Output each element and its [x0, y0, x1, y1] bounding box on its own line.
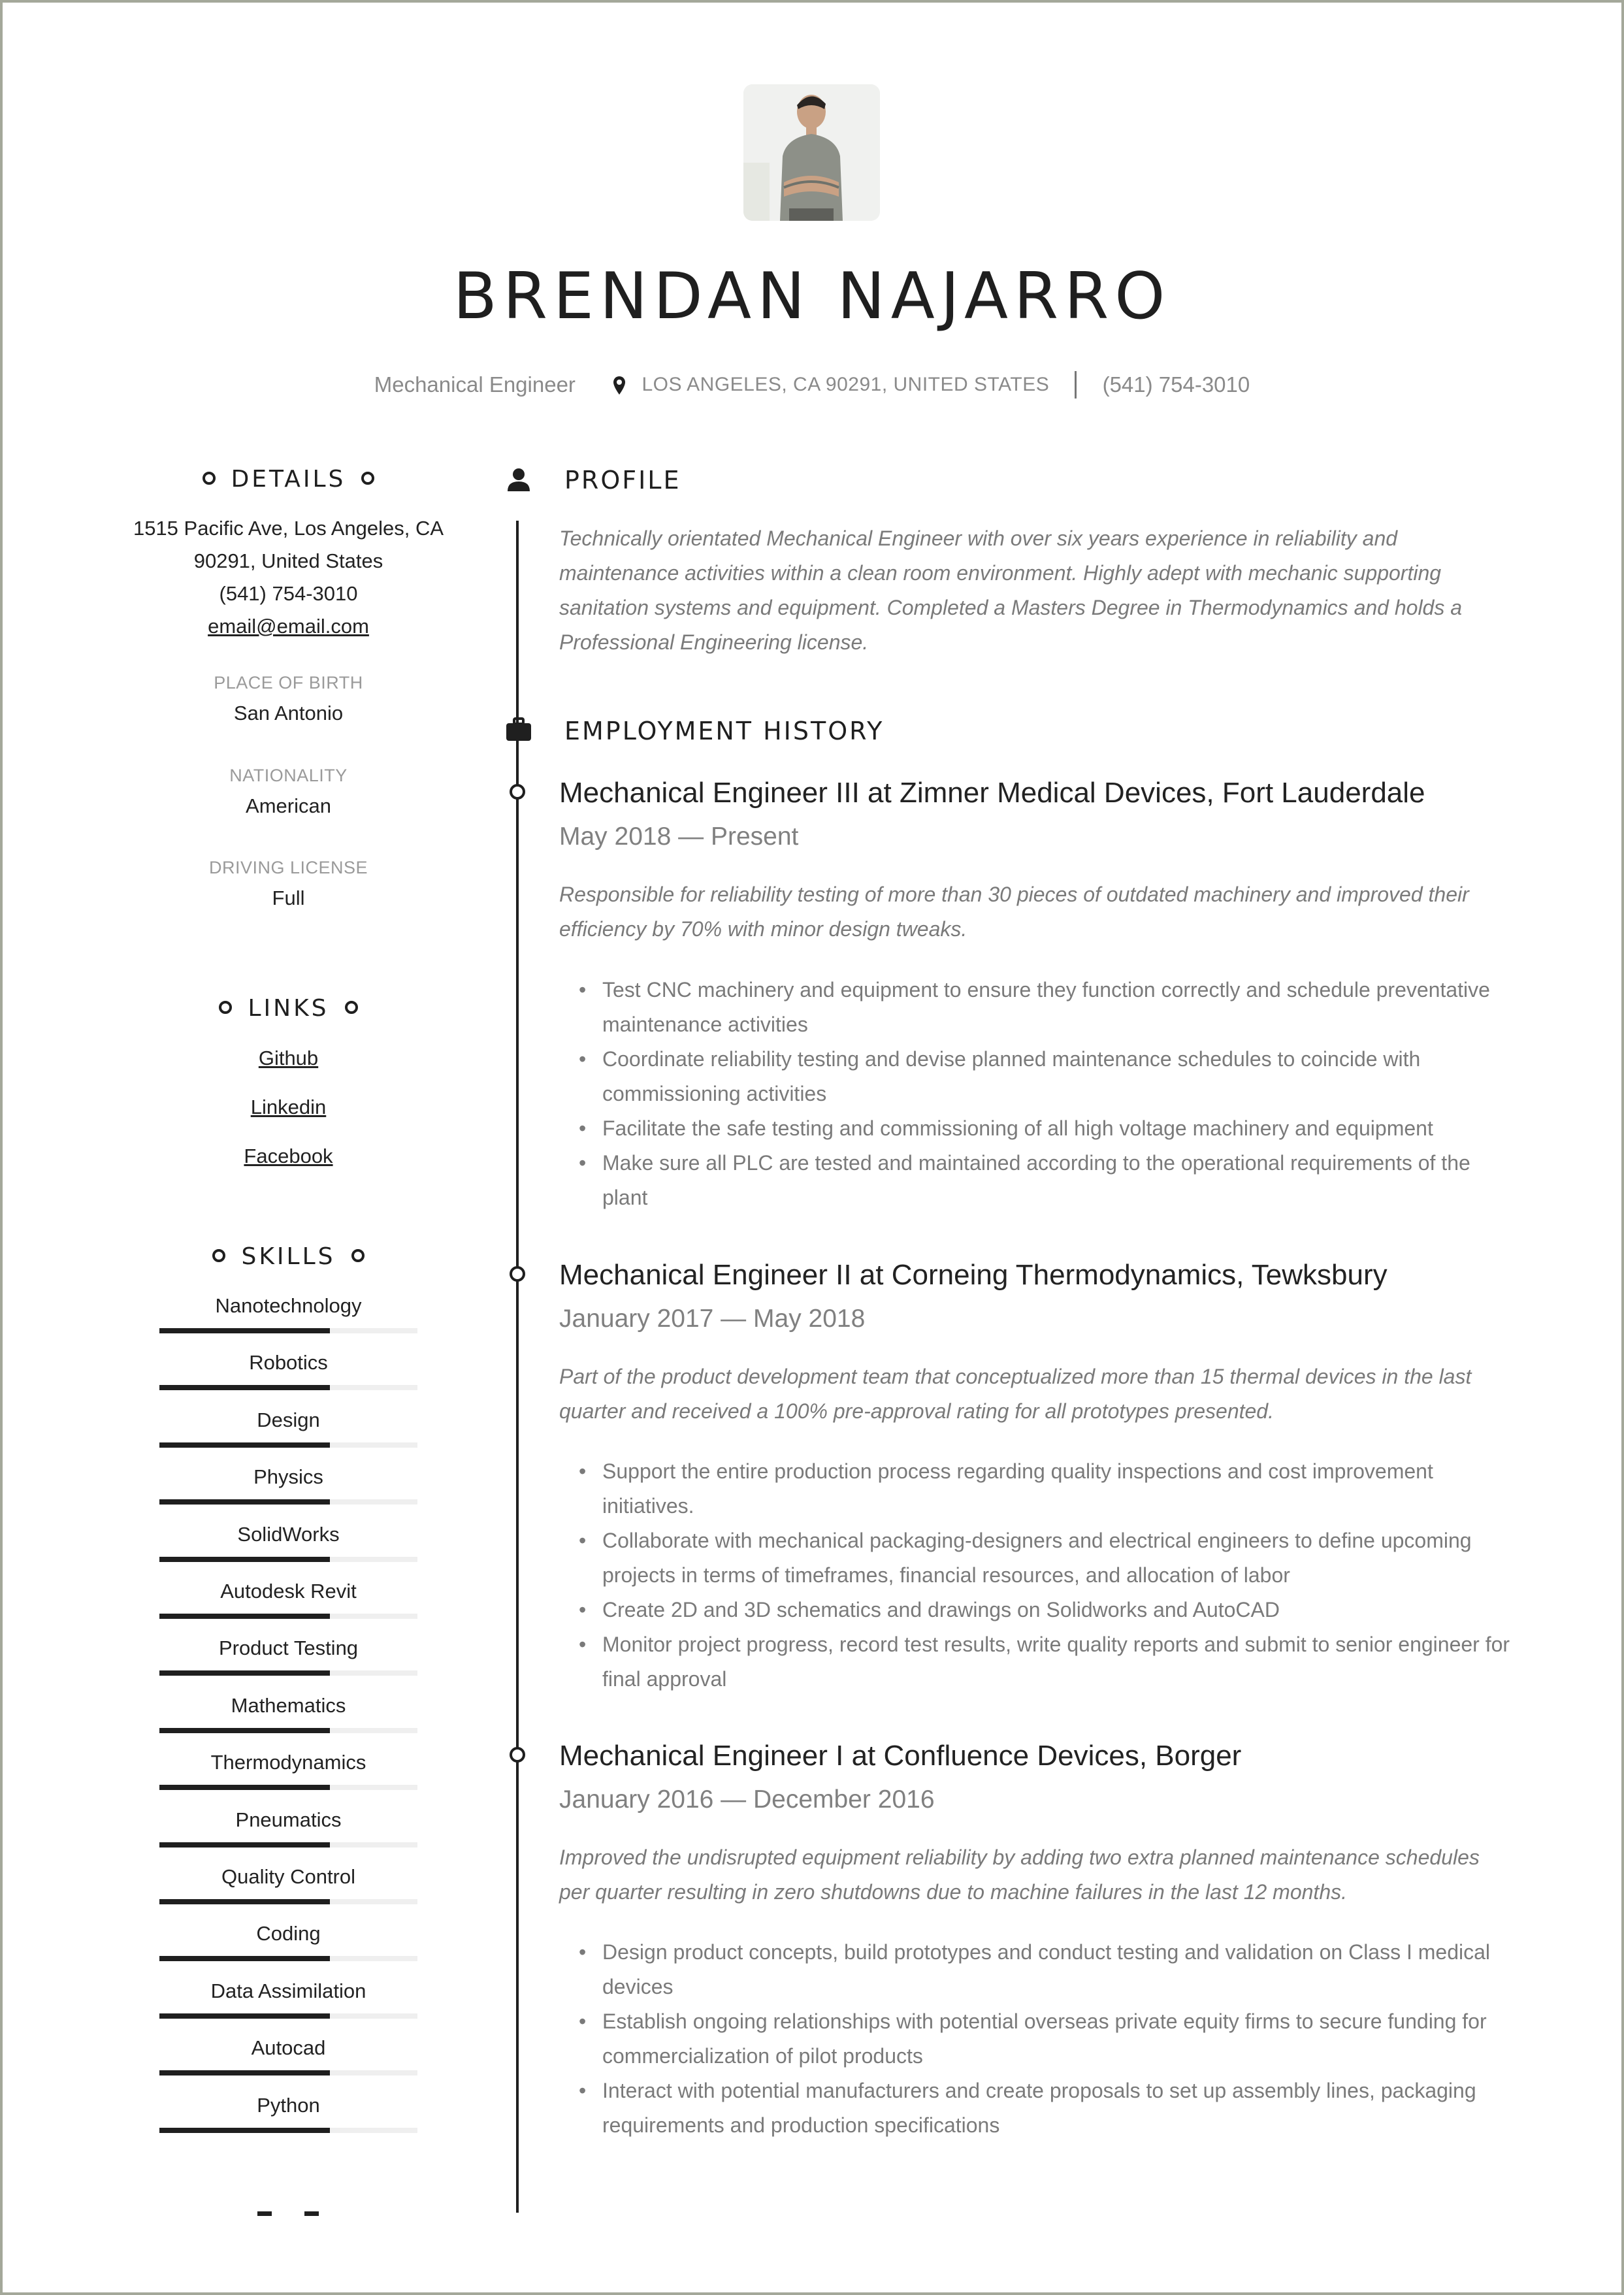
candidate-name: BRENDAN NAJARRO [453, 259, 1171, 334]
skill-name: Design [257, 1408, 320, 1431]
skill-name: SolidWorks [237, 1522, 340, 1546]
job-bullet-list [559, 1454, 1513, 1697]
job-bullet: • Monitor project progress, record test results, write quality reports and submit to senior engineer for final approval [559, 1627, 1513, 1697]
header-phone: (541) 754-3010 [1102, 372, 1250, 397]
job-summary: Part of the product development team that conceptualized more than 15 thermal devices in the last quarter and received a 100% pre-approval rating for all prototypes presented. [559, 1365, 1472, 1423]
skill-level-bar [159, 2013, 417, 2019]
link-facebook[interactable]: Facebook [244, 1145, 333, 1167]
driving-license-value: Full [272, 887, 305, 909]
skill-level-bar [159, 1956, 417, 1961]
skill-level-bar [159, 2070, 417, 2075]
job-bullet: • Facilitate the safe testing and commissioning of all high voltage machinery and equipment [559, 1111, 1513, 1146]
timeline-node [510, 784, 525, 800]
place-of-birth-value: San Antonio [233, 702, 344, 724]
job-bullet: • Create 2D and 3D schematics and drawings on Solidworks and AutoCAD [559, 1593, 1513, 1627]
skill-level-bar [159, 1442, 417, 1448]
job-title: Mechanical Engineer II at Corneing Thermodynamics, Tewksbury [559, 1259, 1388, 1291]
skill-name: Python [257, 2093, 320, 2117]
job-dates: January 2017 — May 2018 [559, 1305, 866, 1333]
job-bullet-list [559, 1935, 1513, 2143]
job-bullet: • Make sure all PLC are tested and maintained according to the operational requirements of the plant [559, 1146, 1513, 1215]
skill-level-fill [159, 1614, 330, 1619]
header-location: LOS ANGELES, CA 90291, UNITED STATES [641, 374, 1050, 396]
timeline-node [510, 1747, 525, 1763]
skill-level-fill [159, 1557, 330, 1562]
skill-level-fill [159, 1328, 330, 1333]
place-of-birth-block [120, 668, 457, 730]
details-phone: (541) 754-3010 [219, 582, 358, 605]
page-continuation-marker [257, 2207, 351, 2219]
job-bullet: • Test CNC machinery and equipment to ensure they function correctly and schedule preventative maintenance activities [559, 973, 1513, 1042]
job-bullet: • Collaborate with mechanical packaging-designers and electrical engineers to define upcoming projects in terms of timeframes, financial resources, and allocation of labor [559, 1523, 1513, 1593]
skill-name: Data Assimilation [210, 1979, 366, 2002]
skill-name: Robotics [249, 1351, 328, 1375]
skill-item [159, 1463, 417, 1505]
skill-level-fill [159, 1670, 330, 1676]
details-block [120, 512, 457, 643]
profile-heading: PROFILE [564, 466, 681, 495]
skill-item [159, 1748, 417, 1790]
job-bullet: • Establish ongoing relationships with potential overseas private equity firms to secure funding for commercialization of pilot products [559, 2004, 1513, 2074]
skill-level-bar [159, 1899, 417, 1904]
skill-name: Autodesk Revit [220, 1580, 357, 1603]
skill-level-bar [159, 1499, 417, 1505]
driving-license-block [120, 853, 457, 915]
links-heading: LINKS [120, 992, 457, 1025]
header-subline [3, 367, 1621, 401]
link-linkedin[interactable]: Linkedin [250, 1096, 327, 1118]
skill-item [159, 1577, 417, 1619]
profile-text: Technically orientated Mechanical Engineer with over six years experience in reliability and maintenance activities within a clean room environment. Highly adept with mechanic supporting sanitation systems and equipment. Completed a Masters Degree in Thermodynamics and holds a Professional Engineering license. [559, 527, 1463, 654]
skill-item [159, 1863, 417, 1904]
details-heading: DETAILS [120, 463, 457, 496]
skill-item [159, 1806, 417, 1847]
skill-name: Coding [256, 1922, 321, 1945]
driving-license-label: DRIVING LICENSE [208, 858, 368, 877]
job-bullet-list [559, 973, 1513, 1215]
skill-name: Autocad [251, 2036, 326, 2060]
circle-icon [345, 1001, 358, 1014]
employment-heading: EMPLOYMENT HISTORY [564, 717, 885, 745]
skill-item [159, 1634, 417, 1676]
skill-name: Physics [253, 1465, 323, 1489]
skill-item [159, 2034, 417, 2075]
job-bullet: • Interact with potential manufacturers and create proposals to set up assembly lines, packaging requirements and production specifications [559, 2074, 1513, 2143]
header-job-title: Mechanical Engineer [374, 372, 576, 397]
skill-name: Product Testing [218, 1636, 359, 1660]
skill-item [159, 1292, 417, 1333]
skill-level-fill [159, 1499, 330, 1505]
skill-name: Nanotechnology [215, 1294, 362, 1317]
job-dates: May 2018 — Present [559, 822, 799, 851]
place-of-birth-label: PLACE OF BIRTH [214, 673, 363, 692]
skill-item [159, 1919, 417, 1961]
timeline-line [516, 521, 519, 2213]
job-title: Mechanical Engineer III at Zimner Medical Devices, Fort Lauderdale [559, 777, 1425, 809]
skill-level-bar [159, 1785, 417, 1790]
skill-name: Pneumatics [235, 1808, 342, 1831]
nationality-label: NATIONALITY [229, 766, 348, 785]
skill-item [159, 2091, 417, 2133]
job-title: Mechanical Engineer I at Confluence Devices, Borger [559, 1740, 1242, 1772]
nationality-value: American [246, 794, 331, 817]
skill-level-bar [159, 1385, 417, 1390]
job-bullet: • Design product concepts, build prototypes and conduct testing and validation on Class I medical devices [559, 1935, 1513, 2004]
briefcase-icon [506, 717, 532, 743]
link-github[interactable]: Github [258, 1047, 319, 1069]
job-bullet: • Support the entire production process regarding quality inspections and cost improvement initiatives. [559, 1454, 1513, 1523]
skill-name: Quality Control [221, 1865, 356, 1888]
skill-level-bar [159, 1842, 417, 1847]
skills-heading: SKILLS [120, 1241, 457, 1273]
skill-level-bar [159, 1557, 417, 1562]
skill-level-fill [159, 1728, 330, 1733]
person-icon [506, 466, 532, 493]
skill-name: Mathematics [231, 1693, 346, 1717]
skill-level-fill [159, 2128, 330, 2133]
resume-page [3, 3, 1621, 2292]
timeline-node [510, 1266, 525, 1282]
job-summary: Improved the undisrupted equipment reliability by adding two extra planned maintenance schedules per quarter resulting in zero shutdowns due to machine failures in the last 12 months. [559, 1846, 1480, 1904]
circle-icon [212, 1249, 225, 1262]
skill-level-fill [159, 1785, 330, 1790]
circle-icon [361, 472, 374, 485]
location-pin-icon [612, 374, 626, 396]
email-link[interactable]: email@email.com [208, 615, 369, 638]
skill-level-bar [159, 1328, 417, 1333]
job-bullet: • Coordinate reliability testing and devise planned maintenance schedules to coincide with commissioning activities [559, 1042, 1513, 1111]
skill-item [159, 1691, 417, 1733]
skill-item [159, 1348, 417, 1390]
skill-level-bar [159, 1614, 417, 1619]
skill-level-fill [159, 1899, 330, 1904]
circle-icon [219, 1001, 232, 1014]
skill-level-fill [159, 1385, 330, 1390]
address-line-2: 90291, United States [193, 549, 383, 572]
skill-level-bar [159, 2128, 417, 2133]
skill-item [159, 1406, 417, 1448]
skill-level-fill [159, 1956, 330, 1961]
skill-item [159, 1977, 417, 2019]
skill-name: Thermodynamics [210, 1751, 366, 1774]
nationality-block [120, 761, 457, 822]
circle-icon [203, 472, 216, 485]
skill-level-bar [159, 1728, 417, 1733]
skill-level-fill [159, 2013, 330, 2019]
skill-level-fill [159, 1442, 330, 1448]
address-line-1: 1515 Pacific Ave, Los Angeles, CA [133, 517, 444, 540]
skill-level-fill [159, 2070, 330, 2075]
skill-level-bar [159, 1670, 417, 1676]
profile-photo [743, 84, 880, 221]
job-summary: Responsible for reliability testing of more than 30 pieces of outdated machinery and improved their efficiency by 70% with minor design tweaks. [559, 883, 1469, 941]
header-divider [1075, 371, 1077, 399]
circle-icon [351, 1249, 365, 1262]
job-dates: January 2016 — December 2016 [559, 1785, 935, 1814]
skill-level-fill [159, 1842, 330, 1847]
skill-item [159, 1520, 417, 1562]
links-list [120, 1042, 457, 1173]
